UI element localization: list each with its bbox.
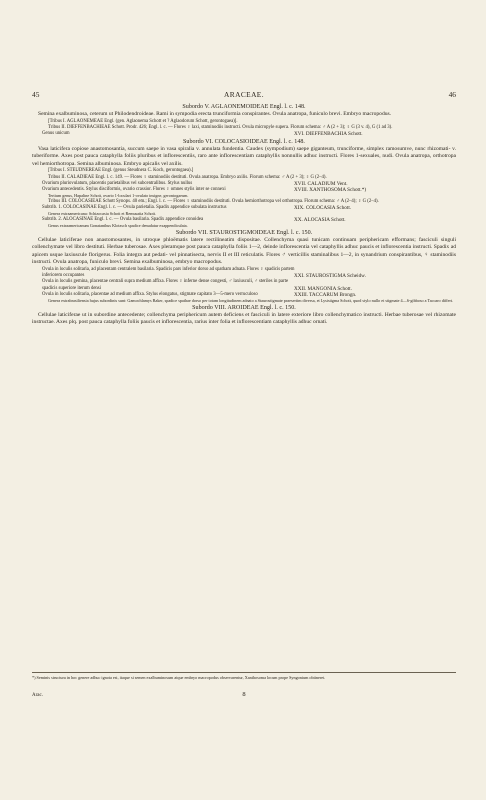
genus-name: XXI. STAUROSTIGMA Scheidw. [294, 273, 366, 280]
subordo-heading: Subordo VIII. AROIDEAE Engl. l. c. 150. [192, 304, 296, 311]
genus-name: XVI. DIEFFENBACHIA Schott. [294, 131, 363, 138]
key-description: Ovula in loculis solitaria, placentae ad medium affixa. Stylus elongatus, stigmate capitato 3—5-mero verruculoso [42, 291, 258, 297]
running-header [32, 90, 456, 100]
key-description: Subtrib. 2. ALOCASINAE Engl. l. c. — Ovula basilaria. Spadix appendice conoidea [42, 216, 204, 222]
paragraph: Semina exalbuminosa, ceterum ut Philodendroideae. Rami in sympodia erecta trunciformia conspirantes. Ovula anatropa, funiculo brevi. Embryo macropodus. [38, 111, 392, 118]
paragraph: Vasa laticifera copiose anastomosantia, succum saepe in vasa spiralia v. annulata fundentia. Caudex (sympodium) saepe giganteum, trunciforme, simplex ramosumve, nunc rhizomati- v. tuberiforme. Axes post pauca cataphylla foliis pluribus et inflorescentiis, raro ante inflorescentiam cataphyllis nonnullis adhuc instructi. Flores 1-sexuales, nudi. Ovula anatropa, orthotropa vel hemiorthotropa. Semina albuminosa. Embryo apicalis vel axilis. [32, 146, 456, 167]
subordo-heading: Subordo V. AGLAONEMOIDEAE Engl. l. c. 148. [182, 104, 306, 110]
main-text [32, 103, 456, 327]
key-row [32, 131, 456, 137]
key-row [32, 187, 456, 193]
subordo-heading: Subordo VII. STAUROSTIGMOIDEAE Engl. l. c. 150. [175, 229, 313, 236]
small-note: Tertium genus, Hapaline Schott, ovario 1-loculari 1-ovulato insigne, gerontogaeum. [48, 193, 189, 199]
key-row [32, 267, 456, 280]
genus-name: XXIII. TACCARUM Brongn. [294, 291, 357, 298]
genus-name: XVII. CALADIUM Vent. [294, 180, 348, 187]
key-row [32, 205, 456, 211]
genus-name: XX. ALOCASIA Schott. [294, 216, 346, 223]
tribe-paragraph: [Tribus I. STEUDNEREAE Engl. (genus Steudnera C. Koch, gerontogaea).] [48, 168, 194, 174]
key-description: Ovula in loculis gemina, placentae centrali supra medium affixa. Flores ♀ inferne dense congesti, ♂ laxiusculi, ♂ steriles in parte spadicis superiore iterum densi [42, 279, 289, 291]
page-number-left: 45 [32, 90, 40, 99]
tribe-paragraph: Tribus III. COLOCASIEAE Schott Synops. 40 em.; Engl. l. c. — Flores ♀ staminodiis destituti. Ovula hemiorthotropa vel orthotropa. Florum schema: ♂ A (2–4); ♀ G (2–4). [48, 198, 379, 204]
key-description: Subtrib. 1. COLOCASINAE Engl. l. c. — Ovula parietalia. Spadix appendice subulata instructus [42, 205, 227, 211]
genus-name: XIX. COLOCASIA Schott. [294, 205, 352, 212]
key-row [32, 217, 456, 223]
tribe-paragraph: Tribus II. DIEFFENBACHIEAE Schott. Prodr. 426; Engl. l. c. — Flores ♀ laxi, staminodiis instructi. Ovula micropyle supera. Florum schema: ♂ A (2 + 3); ♀ G (3 v. 4), G (1 ad 3). [48, 125, 393, 131]
key-description: Ovarium pluriovulatum, placentis parietalibus vel subcentralibus. Stylus nullus [42, 180, 193, 186]
paragraph: Cellulae laticiferae ut in subordine antecedente; collenchyma periphericum autem deficiens et fasciculi in latere exteriore libro collenchymatico instructi. Herbae tuberosae vel rhizomate instructae. Axes plq. post pauca cataphylla foliis paucis et inflorescentia, rarius inter folia et inflorescentiam cataphyllis adhuc ornati. [32, 312, 456, 326]
signature-mark: Arac. [32, 693, 43, 698]
key-description: Genus unicum [42, 131, 70, 137]
footnote: *) Seminis structura in hoc genere adhuc ignota est, itaque si semen exalbuminosum atque embryo macropodus observarentur, Xanthosoma locum prope Syngonium obtineret. [32, 672, 456, 681]
key-description: Ovarium antecedentis. Stylus disciformis, ovario crassior. Flores ♀ omnes stylis inter se connexi [42, 187, 226, 193]
running-title: ARACEAE. [224, 90, 264, 99]
tribe-paragraph: Tribus II. CALADIEAE Engl. l. c. 149. — Flores ♀ staminodiis destituti. Ovula anatropa. Embryo axilis. Florum schema: ♂ A (2 + 3); ♀ G (2–4). [48, 174, 327, 180]
small-note: Genera extrabrasiliensia hujus subordinis sunt: Gamochlamys Baker, spadice spathae dorso per totam longitudinem adnato a Staurostigmate praesertim diversa, et Lysistigma Schott, quod stylo nullo et stigmate 4—6-gibboso a Taccaro differt. [48, 298, 454, 304]
key-description: Ovula in loculis solitaria, ad placentam centralem basilaria. Spadicis pars inferior dorso ad spatham adnata. Flores ♀ spadicis partem inferiorem occupantes [42, 266, 295, 279]
page-number-right: 46 [448, 90, 456, 99]
subordo-heading: Subordo VI. COLOCASIOIDEAE Engl. l. c. 148. [183, 138, 305, 145]
small-note: Genus extraamericanum Gonatanthus Klotzsch spadice denudatur exappendiculata. [48, 223, 188, 229]
genus-name: XXII. MANGONIA Schott. [294, 285, 352, 292]
small-note: Genera extraamericana: Schizocasia Schott et Remusatia Schott. [48, 211, 157, 217]
paragraph: Cellulae laticiferae non anastomosantes, in utroque phloëmatis latere rectilineatim dispositae. Collenchyma quasi tunicam continuam periphericam efformans; fasciculi singuli collenchymate vel libro destituti. Herbae tuberosae. Axes pleramque post pauca cataphylla foliis 1—2, deinde inflorescentia vel cataphyllis adhuc paucis et inflorescentia instructi. Spadix ad apicem usque laxiuscule florigerus. Folia integra aut pedati- vel pinnatisecta, nervis II et III reticulatis. Flores ♂ verticillis staminalibus 1—2, in synandrium conspirantibus, ♀ staminodiis instructi. Ovula anatropa, funiculo brevi. Semina exalbuminosa, embryo macropodus. [32, 237, 456, 266]
key-row [32, 279, 456, 292]
genus-name: XVIII. XANTHOSOMA Schott.*) [294, 187, 367, 194]
tribe-paragraph: [Tribus I. AGLAONEMEAE Engl. (gen. Aglaonema Schott et ? Aglaodorum Schott, gerontogaea)]. [48, 118, 238, 124]
page [32, 0, 456, 800]
key-row [32, 292, 456, 298]
sheet-number: 8 [242, 691, 246, 698]
